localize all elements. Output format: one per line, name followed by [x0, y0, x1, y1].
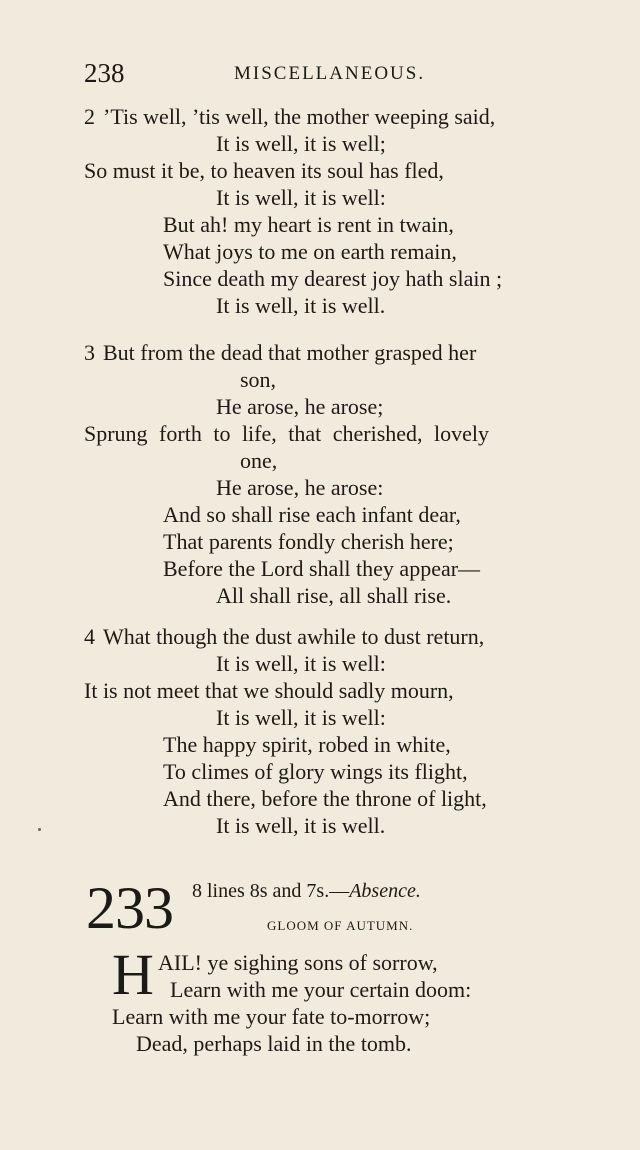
stanza-line: It is well, it is well;: [216, 131, 386, 156]
stanza-line: It is not meet that we should sadly mourn,: [84, 678, 454, 703]
stanza-line: It is well, it is well:: [216, 651, 386, 676]
stanza-number: 4: [84, 624, 95, 649]
stanza-line: one,: [240, 448, 278, 473]
hymn-line: Learn with me your fate to-morrow;: [112, 1004, 431, 1029]
stanza-line: To climes of glory wings its flight,: [163, 759, 468, 784]
stanza-line: He arose, he arose;: [216, 394, 384, 419]
stanza-line-text: What though the dust awhile to dust return,: [103, 624, 485, 649]
hymn-line: Learn with me your certain doom:: [170, 977, 472, 1002]
stanza-line-text: ’Tis well, ’tis well, the mother weeping said,: [103, 104, 496, 129]
stanza-line: What joys to me on earth remain,: [163, 239, 457, 264]
stanza-line: It is well, it is well:: [216, 185, 386, 210]
running-header: [84, 58, 584, 92]
stanza-line: It is well, it is well.: [216, 813, 386, 838]
stanza-line: And so shall rise each infant dear,: [163, 502, 461, 527]
stanza-line: That parents fondly cherish here;: [163, 529, 454, 554]
section-title: MISCELLANEOUS.: [234, 63, 426, 84]
drop-cap: H: [112, 942, 154, 1007]
stanza-line: But ah! my heart is rent in twain,: [163, 212, 454, 237]
stanza-line: son,: [240, 367, 277, 392]
stanza-line: He arose, he arose:: [216, 475, 384, 500]
stanza-line: Sprung forth to life, that cherished, lovely: [84, 421, 490, 446]
hymn-meter: [192, 880, 421, 903]
hymn-line: AIL! ye sighing sons of sorrow,: [158, 950, 438, 975]
stanza-number: 3: [84, 340, 95, 365]
stanza-line: [84, 104, 495, 130]
stanza-line: Before the Lord shall they appear—: [163, 556, 481, 581]
stanza-line: And there, before the throne of light,: [163, 786, 487, 811]
stanza-line: So must it be, to heaven its soul has fled,: [84, 158, 444, 183]
stanza-line: Since death my dearest joy hath slain ;: [163, 266, 503, 291]
paper-speck: [38, 828, 41, 831]
stanza-number: 2: [84, 104, 95, 129]
stanza-line: The happy spirit, robed in white,: [163, 732, 451, 757]
stanza-line: It is well, it is well.: [216, 293, 386, 318]
stanza-line: [84, 624, 484, 650]
stanza-line: [84, 340, 476, 366]
page-number: 238: [84, 58, 125, 88]
hymn-number: 233: [86, 875, 173, 941]
stanza-line-text: But from the dead that mother grasped her: [103, 340, 477, 365]
hymn-subtitle: GLOOM OF AUTUMN.: [267, 918, 414, 933]
stanza-line: All shall rise, all shall rise.: [216, 583, 452, 608]
stanza-line: It is well, it is well:: [216, 705, 386, 730]
tune-name: Absence.: [349, 880, 421, 902]
hymn-line: Dead, perhaps laid in the tomb.: [136, 1031, 412, 1056]
meter-text: 8 lines 8s and 7s.—: [192, 880, 350, 902]
